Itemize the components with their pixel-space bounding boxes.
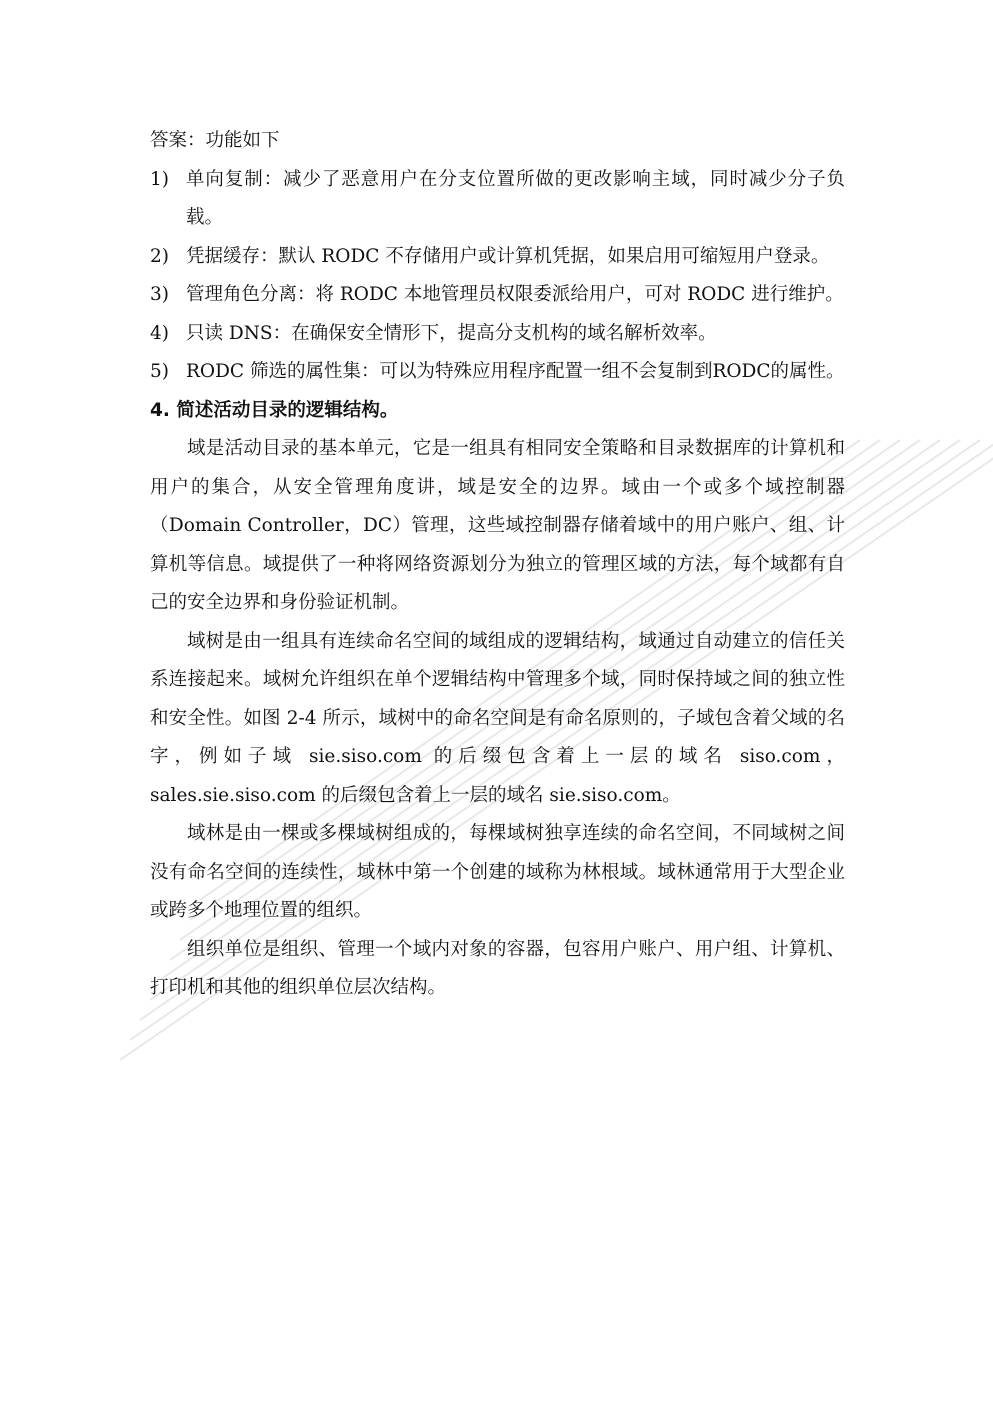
list-item <box>150 238 845 277</box>
section-heading: 4. 简述活动目录的逻辑结构。 <box>150 399 399 421</box>
list-item <box>150 315 845 354</box>
list-item-text: 单向复制：减少了恶意用户在分支位置所做的更改影响主域，同时减少分子负载。 <box>186 168 845 228</box>
list-item-text: 管理角色分离：将 RODC 本地管理员权限委派给用户，可对 RODC 进行维护。 <box>186 284 844 305</box>
list-item-number: 5) <box>150 361 169 382</box>
list-item-number: 4) <box>150 322 169 344</box>
document-content <box>150 122 845 1008</box>
list-item <box>150 276 845 315</box>
paragraph: 域树是由一组具有连续命名空间的域组成的逻辑结构，域通过自动建立的信任关系连接起来。域树允许组织在单个逻辑结构中管理多个域，同时保持域之间的独立性和安全性。如图 2-4 所示，域树中的命名空间是有命名原则的，子域包含着父域的名字，例如子域 sie.siso.com 的后缀包含着上一层的域名 siso.com，sales.sie.siso.com 的后缀包含着上一层的域名 sie.siso.com。 <box>150 630 845 806</box>
paragraph: 域林是由一棵或多棵域树组成的，每棵域树独享连续的命名空间，不同域树之间没有命名空间的连续性，域林中第一个创建的域称为林根域。域林通常用于大型企业或跨多个地理位置的组织。 <box>150 823 845 921</box>
list-item-number: 1) <box>150 168 169 190</box>
list-item-text: 凭据缓存：默认 RODC 不存储用户或计算机凭据，如果启用可缩短用户登录。 <box>186 245 830 267</box>
paragraph: 组织单位是组织、管理一个域内对象的容器，包容用户账户、用户组、计算机、打印机和其他的组织单位层次结构。 <box>150 938 845 998</box>
list-item-number: 2) <box>150 245 169 267</box>
list-item <box>150 161 845 238</box>
list-item-text: 只读 DNS：在确保安全情形下，提高分支机构的域名解析效率。 <box>186 322 717 344</box>
list-item-text: RODC 筛选的属性集：可以为特殊应用程序配置一组不会复制到RODC的属性。 <box>186 361 845 382</box>
answer-intro: 答案：功能如下 <box>150 130 280 151</box>
list-item-number: 3) <box>150 284 169 305</box>
list-item <box>150 353 845 392</box>
paragraph: 域是活动目录的基本单元，它是一组具有相同安全策略和目录数据库的计算机和用户的集合，从安全管理角度讲，域是安全的边界。域由一个或多个域控制器（Domain Controller，DC）管理，这些域控制器存储着域中的用户账户、组、计算机等信息。域提供了一种将网络资源划分为独立的管理区域的方法，每个域都有自己的安全边界和身份验证机制。 <box>150 438 845 613</box>
